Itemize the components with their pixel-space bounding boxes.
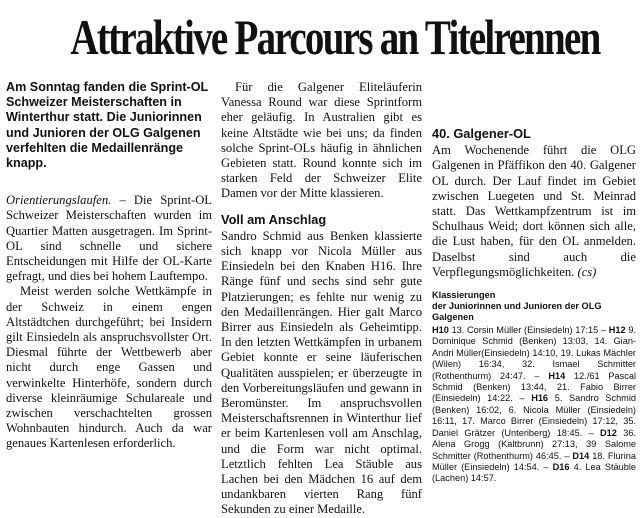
author-initials: (cs) [577,264,597,279]
results-text: 36. Alena Grogg (Kaltbrunn) 27:13, 39 Salome Schmitter (Rothenthurm) 46:45. – [432,427,636,461]
results-text: 4. Lea Stäuble (Lachen) 14:57. [432,461,636,484]
subheading-voll-am-anschlag: Voll am Anschlag [221,211,327,227]
results-category: H12 [608,325,626,336]
article-lead: Am Sonntag fanden die Sprint-OL Schweizer Meisterschaften in Winterthur statt. Die Juniorinnen und Junioren der OLG Galgenen verfehlten die Medaillenränge knapp. [6,80,208,171]
results-text: 5. Sandro Schmid (Benken) 16:02, 6. Nicola Müller (Einsiedeln) 16:11, 17. Marco Birrer (Einsiedeln) 17:12, 35. Daniel Grätzer (Unteriberg) 18:45. – [432,393,636,438]
paragraph-4: Sandro Schmid aus Benken klassierte sich knapp vor Nicola Müller aus Einsiedeln bei den Knaben H16. Ihre Ränge fünf und sechs sind sehr gute Platzierungen; es fehlte nur wenig zu den Medaillenrängen. Hier galt Marco Birrer aus Einsiedeln als Geheimtipp. In den letzten Wettkämpfen in urbanem Gebiet konnte er seine läuferischen Qualitäten ausspielen; er überzeugte in den Vorbereitungsläufen und gewann in Beromünster. Im anspruchsvollen Meisterschaftsrennen in Winterthur lief er beim Kartenlesen voll am Anschlag, und die Form war nicht optimal. Letztlich fehlten Lea Stäuble aus Lachen bei den Mädchen 16 auf dem undankbaren vierten Rang fünf Sekunden zu einer Medaille. [221,228,422,517]
results-category: D14 [572,450,590,461]
results-entry [432,325,609,335]
paragraph-5 [432,143,636,280]
column-3 [432,80,636,485]
results-category: H10 [432,325,449,336]
column-2 [221,80,422,518]
paragraph-2: Meist werden solche Wettkämpfe in der Schweiz in einem engen Altstädtchen durchgeführt; bei Insidern gilt Einsiedeln als anspruchsvollster Ort. Diesmal führte der Wettbewerb aber nicht durch enge Gassen und verwinkelte Hinterhöfe, sondern durch diverse kleinräumige Schulareale und zwischen verschachtelten grossen Wohnbauten hindurch. Auch da war genaues Kartenlesen erforderlich. [6,284,212,451]
results-category: H14 [548,370,566,381]
column-3-continuation-space [432,80,636,114]
results-text: 13. Corsin Müller (Einsiedeln) 17:15 – [448,325,609,336]
results-title-line-2: der Juniorinnen und Junioren der OLG Galgenen [432,301,602,323]
results-category: D16 [552,461,570,472]
results-text: 12./61 Pascal Schmid (Benken) 13:44, 21. Fabio Birrer (Einsiedeln) 14:22. – [432,370,636,404]
paragraph-3: Für die Galgener Eliteläuferin Vanessa Round war diese Sprintform eher geläufig. In Australien gibt es keine Altstädte wie bei uns; da finden solche Sprint-OLs häufig in ähnlichen Gebieten statt. Round konnte sich im starken Feld der Schweizer Elite Damen vor der Mitte klassieren. [221,80,422,201]
results-text: 18. Flurina Müller (Einsiedeln) 14:54. – [432,450,636,472]
results-category: D12 [600,427,617,438]
paragraph-1 [6,193,212,284]
results-text: 9. Dominique Schmid (Benken) 13:03, 14. Gian-Andri Müller(Einsiedeln) 14:10, 19. Lukas Mächler (Wilen) 16:34, 32. Ismael Schmitter (Rothenthurm) 24:47. – [432,325,636,381]
paragraph-5-text: Am Wochenende führt die OLG Galgenen in Pfäffikon den 40. Galgener OL durch. Der Lauf findet im Gebiet zwischen Luegeten und St. Meinrad statt. Das Wettkampfzentrum ist im Schulhaus Weid; dort können sich alle, die Lust haben, für den OL anmelden. Daselbst sind auch die Verpflegungsmöglichkeiten. [432,143,636,279]
article-headline: Attraktive Parcours an Titelrennen [70,9,600,65]
results-category: H16 [531,393,549,404]
subheading-galgener-ol: 40. Galgener-OL [432,126,531,141]
paragraph-1-text: – Die Sprint-OL Schweizer Meisterschaften wurden im Quartier Matten ausgetragen. Im Sprint-OL sind schnelle und sichere Entscheidungen mit Hilfe der OL-Karte gefragt, und dies bei hohem Lauftempo. [6,193,212,284]
results-title-line-1: Klassierungen [432,290,496,301]
results-list [432,325,636,485]
column-1 [6,80,212,452]
roofline: Orientierungslaufen. [6,193,112,208]
results-heading [432,290,636,323]
